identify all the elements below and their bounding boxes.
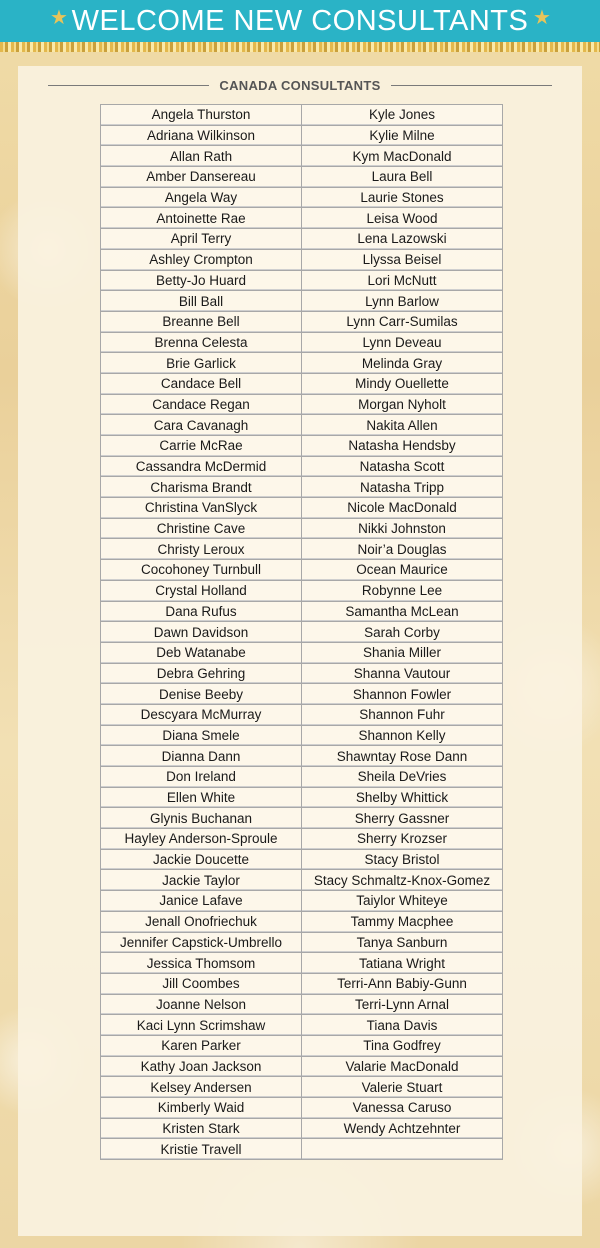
table-row [101, 518, 503, 539]
table-row [101, 684, 503, 705]
table-row [101, 373, 503, 394]
consultant-name-cell: Tammy Macphee [302, 911, 503, 932]
table-row [101, 932, 503, 953]
consultant-name-cell: Jessica Thomsom [101, 953, 302, 974]
table-row [101, 911, 503, 932]
consultant-name-cell: Carrie McRae [101, 436, 302, 457]
consultant-name-cell: Morgan Nyholt [302, 394, 503, 415]
consultant-name-cell: Debra Gehring [101, 663, 302, 684]
table-row [101, 167, 503, 188]
consultant-name-cell: Valerie Stuart [302, 1077, 503, 1098]
consultant-name-cell: Angela Thurston [101, 105, 302, 126]
consultant-name-cell: Antoinette Rae [101, 208, 302, 229]
consultant-name-cell: Dana Rufus [101, 601, 302, 622]
table-row [101, 1077, 503, 1098]
table-row [101, 994, 503, 1015]
consultant-name-cell: Kelsey Andersen [101, 1077, 302, 1098]
table-row [101, 105, 503, 126]
consultant-name-cell: Terri-Ann Babiy-Gunn [302, 973, 503, 994]
table-row [101, 725, 503, 746]
consultant-name-cell: Shannon Fuhr [302, 704, 503, 725]
consultant-name-cell: Deb Watanabe [101, 642, 302, 663]
consultant-name-cell: Samantha McLean [302, 601, 503, 622]
consultant-name-cell: Shania Miller [302, 642, 503, 663]
consultant-name-cell: Lynn Carr-Sumilas [302, 311, 503, 332]
consultant-name-cell: Breanne Bell [101, 311, 302, 332]
table-row [101, 1056, 503, 1077]
table-row [101, 187, 503, 208]
consultant-name-cell: Stacy Bristol [302, 849, 503, 870]
consultant-name-cell: Shannon Fowler [302, 684, 503, 705]
table-row [101, 580, 503, 601]
table-row [101, 208, 503, 229]
consultant-name-cell: Laura Bell [302, 167, 503, 188]
section-heading-label: CANADA CONSULTANTS [219, 77, 381, 93]
consultant-name-cell: Adriana Wilkinson [101, 125, 302, 146]
table-row [101, 829, 503, 850]
consultant-name-cell: Melinda Gray [302, 353, 503, 374]
table-row [101, 229, 503, 250]
consultant-name-cell [302, 1139, 503, 1160]
consultant-name-cell: Ocean Maurice [302, 560, 503, 581]
consultant-name-cell: Mindy Ouellette [302, 373, 503, 394]
consultant-name-cell: Lynn Deveau [302, 332, 503, 353]
consultant-name-cell: Charisma Brandt [101, 477, 302, 498]
consultant-name-cell: Kristie Travell [101, 1139, 302, 1160]
consultant-name-cell: Bill Ball [101, 291, 302, 312]
table-row [101, 125, 503, 146]
table-row [101, 663, 503, 684]
table-row [101, 353, 503, 374]
table-row [101, 477, 503, 498]
consultant-name-cell: Don Ireland [101, 767, 302, 788]
table-row [101, 436, 503, 457]
star-icon: ★ [533, 7, 551, 29]
glitter-border [0, 42, 600, 52]
table-row [101, 291, 503, 312]
consultant-name-cell: Cassandra McDermid [101, 456, 302, 477]
consultant-name-cell: Kathy Joan Jackson [101, 1056, 302, 1077]
heading-rule-left [48, 85, 209, 86]
table-row [101, 311, 503, 332]
consultant-name-cell: Jill Coombes [101, 973, 302, 994]
table-row [101, 394, 503, 415]
consultant-name-cell: Natasha Tripp [302, 477, 503, 498]
heading-rule-right [391, 85, 552, 86]
consultant-name-cell: Nikki Johnston [302, 518, 503, 539]
table-row [101, 849, 503, 870]
consultant-name-cell: Leisa Wood [302, 208, 503, 229]
consultant-name-cell: Kym MacDonald [302, 146, 503, 167]
table-row [101, 332, 503, 353]
consultant-name-cell: Brenna Celesta [101, 332, 302, 353]
table-row [101, 1015, 503, 1036]
consultant-name-cell: Ellen White [101, 787, 302, 808]
table-row [101, 1098, 503, 1119]
consultant-name-cell: Cara Cavanagh [101, 415, 302, 436]
star-icon: ★ [50, 7, 68, 29]
table-row [101, 1118, 503, 1139]
consultant-name-cell: Janice Lafave [101, 891, 302, 912]
consultant-name-cell: Kaci Lynn Scrimshaw [101, 1015, 302, 1036]
consultant-name-cell: Robynne Lee [302, 580, 503, 601]
consultant-name-cell: Valarie MacDonald [302, 1056, 503, 1077]
consultant-name-cell: Joanne Nelson [101, 994, 302, 1015]
consultant-name-cell: Sarah Corby [302, 622, 503, 643]
consultant-name-cell: Dawn Davidson [101, 622, 302, 643]
consultant-name-cell: Kristen Stark [101, 1118, 302, 1139]
consultant-name-cell: Noir’a Douglas [302, 539, 503, 560]
consultant-name-cell: Descyara McMurray [101, 704, 302, 725]
consultant-name-cell: Diana Smele [101, 725, 302, 746]
table-row [101, 973, 503, 994]
consultant-name-cell: Christy Leroux [101, 539, 302, 560]
consultant-name-cell: Denise Beeby [101, 684, 302, 705]
consultant-name-cell: Brie Garlick [101, 353, 302, 374]
consultant-name-cell: Jackie Doucette [101, 849, 302, 870]
consultant-name-cell: Candace Regan [101, 394, 302, 415]
consultant-name-cell: Betty-Jo Huard [101, 270, 302, 291]
consultant-name-cell: Laurie Stones [302, 187, 503, 208]
consultant-name-cell: Crystal Holland [101, 580, 302, 601]
table-row [101, 870, 503, 891]
consultant-name-cell: Kyle Jones [302, 105, 503, 126]
table-row [101, 539, 503, 560]
consultant-name-cell: Allan Rath [101, 146, 302, 167]
consultant-name-cell: Christina VanSlyck [101, 498, 302, 519]
consultant-name-cell: Terri-Lynn Arnal [302, 994, 503, 1015]
consultant-name-cell: Lynn Barlow [302, 291, 503, 312]
table-row [101, 622, 503, 643]
table-row [101, 891, 503, 912]
consultant-name-cell: Kimberly Waid [101, 1098, 302, 1119]
consultant-name-cell: Stacy Schmaltz-Knox-Gomez [302, 870, 503, 891]
consultant-name-cell: Cocohoney Turnbull [101, 560, 302, 581]
table-row [101, 787, 503, 808]
table-row [101, 1139, 503, 1160]
consultant-name-cell: Shawntay Rose Dann [302, 746, 503, 767]
table-row [101, 456, 503, 477]
consultant-name-cell: Lori McNutt [302, 270, 503, 291]
table-row [101, 808, 503, 829]
consultant-name-cell: April Terry [101, 229, 302, 250]
table-row [101, 601, 503, 622]
consultants-table [100, 104, 503, 1160]
consultant-name-cell: Christine Cave [101, 518, 302, 539]
consultant-name-cell: Nakita Allen [302, 415, 503, 436]
page-title: WELCOME NEW CONSULTANTS [71, 4, 529, 37]
consultant-name-cell: Candace Bell [101, 373, 302, 394]
consultant-name-cell: Lena Lazowski [302, 229, 503, 250]
consultant-name-cell: Tina Godfrey [302, 1035, 503, 1056]
consultant-name-cell: Wendy Achtzehnter [302, 1118, 503, 1139]
header-banner [0, 0, 600, 42]
table-row [101, 953, 503, 974]
consultant-name-cell: Shelby Whittick [302, 787, 503, 808]
table-row [101, 767, 503, 788]
consultant-name-cell: Shanna Vautour [302, 663, 503, 684]
table-row [101, 270, 503, 291]
table-row [101, 1035, 503, 1056]
table-row [101, 642, 503, 663]
consultant-name-cell: Amber Dansereau [101, 167, 302, 188]
table-row [101, 560, 503, 581]
consultant-name-cell: Ashley Crompton [101, 249, 302, 270]
table-row [101, 746, 503, 767]
table-row [101, 498, 503, 519]
consultant-name-cell: Glynis Buchanan [101, 808, 302, 829]
consultant-name-cell: Angela Way [101, 187, 302, 208]
consultant-name-cell: Dianna Dann [101, 746, 302, 767]
consultant-name-cell: Natasha Hendsby [302, 436, 503, 457]
consultant-name-cell: Sherry Gassner [302, 808, 503, 829]
consultant-name-cell: Jennifer Capstick-Umbrello [101, 932, 302, 953]
consultant-name-cell: Taiylor Whiteye [302, 891, 503, 912]
table-row [101, 146, 503, 167]
consultant-name-cell: Jenall Onofriechuk [101, 911, 302, 932]
consultant-name-cell: Hayley Anderson-Sproule [101, 829, 302, 850]
table-row [101, 249, 503, 270]
consultant-name-cell: Natasha Scott [302, 456, 503, 477]
section-heading [48, 77, 552, 93]
consultant-name-cell: Jackie Taylor [101, 870, 302, 891]
consultant-name-cell: Kylie Milne [302, 125, 503, 146]
consultant-name-cell: Tatiana Wright [302, 953, 503, 974]
consultant-name-cell: Llyssa Beisel [302, 249, 503, 270]
consultant-name-cell: Karen Parker [101, 1035, 302, 1056]
consultant-name-cell: Tiana Davis [302, 1015, 503, 1036]
consultant-name-cell: Sheila DeVries [302, 767, 503, 788]
table-row [101, 704, 503, 725]
consultant-name-cell: Nicole MacDonald [302, 498, 503, 519]
consultant-name-cell: Vanessa Caruso [302, 1098, 503, 1119]
consultant-name-cell: Sherry Krozser [302, 829, 503, 850]
consultant-name-cell: Tanya Sanburn [302, 932, 503, 953]
consultant-name-cell: Shannon Kelly [302, 725, 503, 746]
table-row [101, 415, 503, 436]
